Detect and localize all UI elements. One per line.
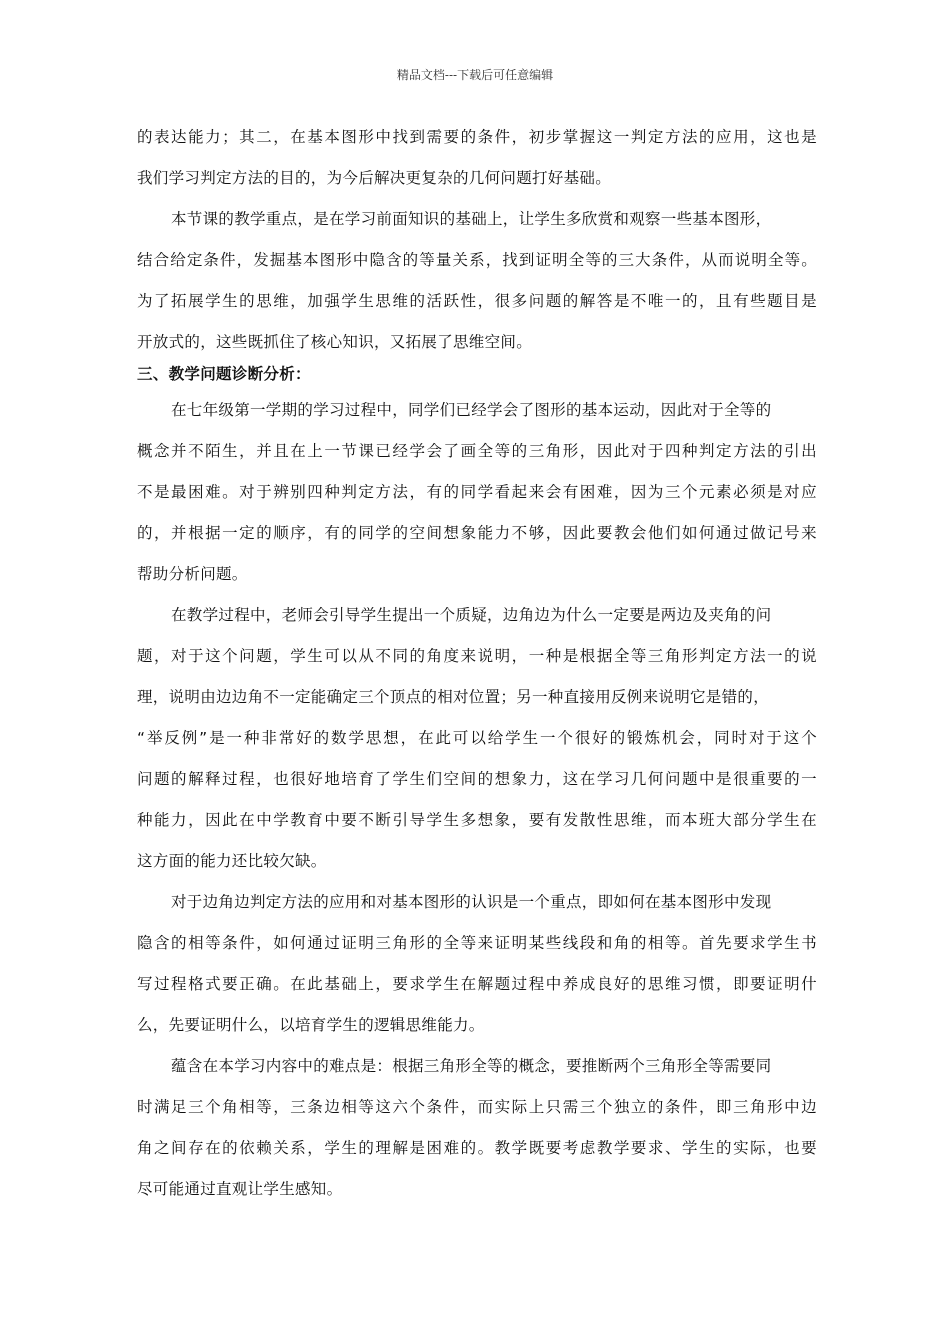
- text-line: 不是最困难。对于辨别四种判定方法，有的同学看起来会有困难，因为三个元素必须是对应: [137, 483, 817, 501]
- text-line: 这方面的能力还比较欠缺。: [137, 852, 327, 870]
- text-line: 对于边角边判定方法的应用和对基本图形的认识是一个重点，即如何在基本图形中发现: [171, 893, 772, 911]
- text-line: 时满足三个角相等，三条边相等这六个条件，而实际上只需三个独立的条件，即三角形中边: [137, 1098, 817, 1116]
- text-line: 开放式的，这些既抓住了核心知识，又拓展了思维空间。: [137, 333, 533, 351]
- page-header-watermark: 精品文档---下载后可任意编辑: [396, 68, 554, 82]
- text-line: 的表达能力；其二，在基本图形中找到需要的条件，初步掌握这一判定方法的应用，这也是: [137, 128, 817, 146]
- text-line: 么，先要证明什么，以培育学生的逻辑思维能力。: [137, 1016, 485, 1034]
- text-line: 结合给定条件，发掘基本图形中隐含的等量关系，找到证明全等的三大条件，从而说明全等。: [137, 251, 817, 269]
- text-line: 理，说明由边边角不一定能确定三个顶点的相对位置；另一种直接用反例来说明它是错的，: [137, 688, 770, 706]
- document-body: [137, 121, 817, 1214]
- text-line: 种能力，因此在中学教育中要不断引导学生多想象，要有发散性思维，而本班大部分学生在: [137, 811, 817, 829]
- text-line: 写过程格式要正确。在此基础上，要求学生在解题过程中养成良好的思维习惯，即要证明什: [137, 975, 817, 993]
- paragraph: [137, 203, 817, 367]
- text-line: 题，对于这个问题，学生可以从不同的角度来说明，一种是根据全等三角形判定方法一的说: [137, 647, 817, 665]
- paragraph: [137, 886, 817, 1050]
- text-line: 在教学过程中，老师会引导学生提出一个质疑，边角边为什么一定要是两边及夹角的问: [171, 606, 772, 624]
- text-line: 的，并根据一定的顺序，有的同学的空间想象能力不够，因此要教会他们如何通过做记号来: [137, 524, 817, 542]
- paragraph: [137, 121, 817, 203]
- text-line: 帮助分析问题。: [137, 565, 248, 583]
- paragraph: [137, 599, 817, 886]
- paragraph: [137, 394, 817, 599]
- text-line: “举反例”是一种非常好的数学思想，在此可以给学生一个很好的锻炼机会，同时对于这个: [137, 729, 817, 747]
- text-line: 为了拓展学生的思维，加强学生思维的活跃性，很多问题的解答是不唯一的，且有些题目是: [137, 292, 817, 310]
- text-line: 本节课的教学重点，是在学习前面知识的基础上，让学生多欣赏和观察一些基本图形，: [171, 210, 772, 228]
- text-line: 隐含的相等条件，如何通过证明三角形的全等来证明某些线段和角的相等。首先要求学生书: [137, 934, 817, 952]
- paragraph: [137, 1050, 817, 1214]
- text-line: 我们学习判定方法的目的，为今后解决更复杂的几何问题打好基础。: [137, 169, 612, 187]
- text-line: 角之间存在的依赖关系，学生的理解是困难的。教学既要考虑教学要求、学生的实际，也要: [137, 1139, 817, 1157]
- text-line: 蕴含在本学习内容中的难点是：根据三角形全等的概念，要推断两个三角形全等需要同: [171, 1057, 772, 1075]
- section-heading: 三、教学问题诊断分析：: [137, 365, 311, 383]
- text-line: 尽可能通过直观让学生感知。: [137, 1180, 343, 1198]
- text-line: 概念并不陌生，并且在上一节课已经学会了画全等的三角形，因此对于四种判定方法的引出: [137, 442, 817, 460]
- text-line: 问题的解释过程，也很好地培育了学生们空间的想象力，这在学习几何问题中是很重要的一: [137, 770, 817, 788]
- text-line: 在七年级第一学期的学习过程中，同学们已经学会了图形的基本运动，因此对于全等的: [171, 401, 772, 419]
